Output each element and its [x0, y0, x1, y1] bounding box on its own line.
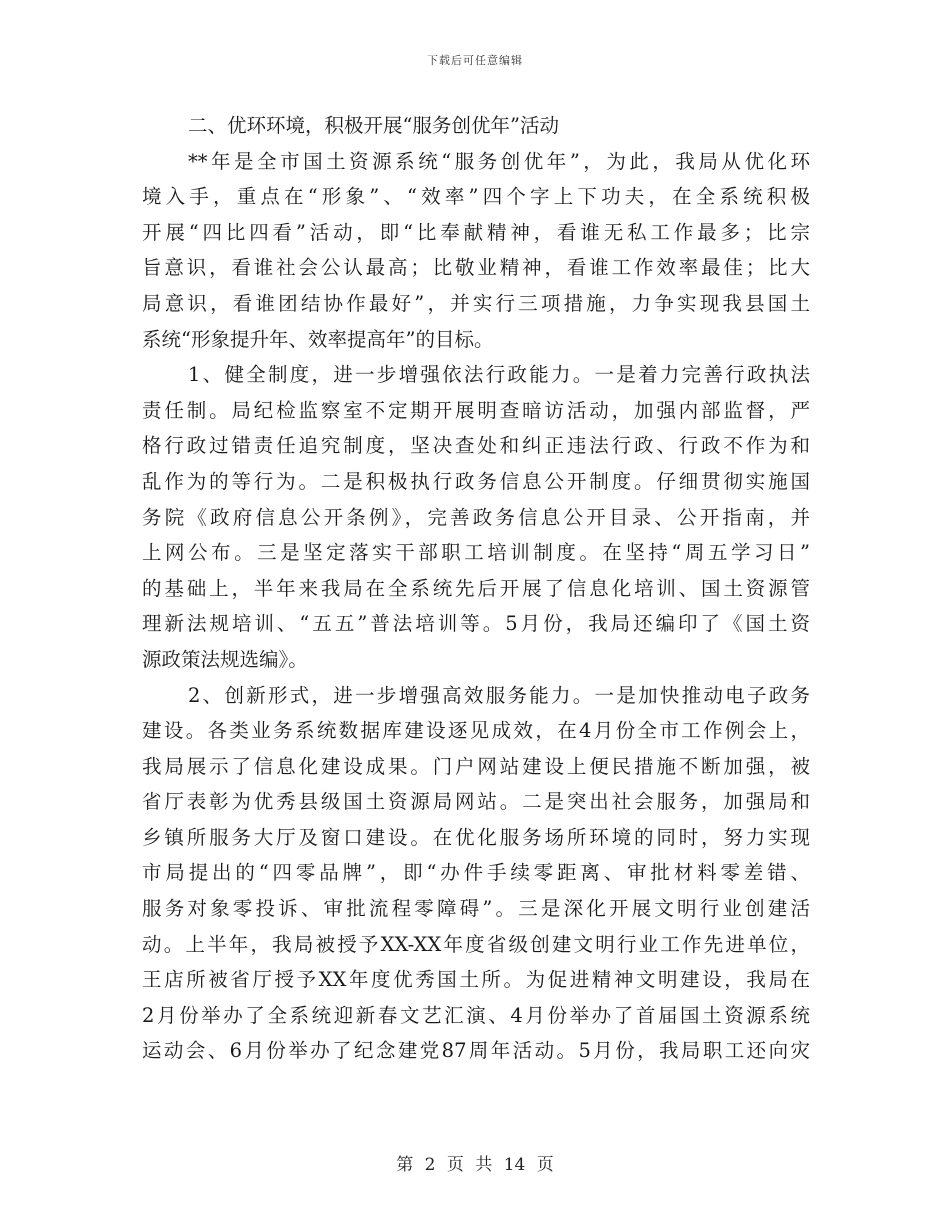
page-header-note: 下载后可任意编辑	[427, 54, 523, 67]
text-line: 局意识，看谁团结协作最好”，并实行三项措施，力争实现我县国土	[142, 291, 810, 315]
text-line: 理新法规培训、“五五”普法培训等。5月份，我局还编印了《国土资	[142, 612, 810, 636]
text-line: 1、健全制度，进一步增强依法行政能力。一是着力完善行政执法	[188, 363, 810, 387]
text-line: 系统“形象提升年、效率提高年”的目标。	[142, 327, 494, 351]
text-line: 的基础上，半年来我局在全系统先后开展了信息化培训、国土资源管	[142, 576, 810, 600]
text-line: 动。上半年，我局被授予XX-XX年度省级创建文明行业工作先进单位，	[142, 932, 810, 956]
section-heading: 二、优环环境，积极开展“服务创优年”活动	[188, 114, 559, 137]
text-line: 市局提出的“四零品牌”，即“办件手续零距离、审批材料零差错、	[142, 861, 810, 885]
text-line: 开展“四比四看”活动，即“比奉献精神，看谁无私工作最多；比宗	[142, 220, 810, 244]
text-line: 上网公布。三是坚定落实干部职工培训制度。在坚持“周五学习日”	[142, 541, 810, 565]
text-line: 建设。各类业务系统数据库建设逐见成效，在4月份全市工作例会上，	[142, 719, 810, 743]
text-line: 省厅表彰为优秀县级国土资源局网站。二是突出社会服务，加强局和	[142, 790, 810, 814]
document-body	[142, 108, 810, 1069]
text-line: 我局展示了信息化建设成果。门户网站建设上便民措施不断加强，被	[142, 754, 810, 778]
text-line: 源政策法规选编》。	[142, 647, 308, 671]
text-line: 格行政过错责任追究制度，坚决查处和纠正违法行政、行政不作为和	[142, 434, 810, 458]
text-line: 王店所被省厅授予XX年度优秀国土所。为促进精神文明建设，我局在	[142, 968, 810, 992]
text-line: 2月份举办了全系统迎新春文艺汇演、4月份举办了首届国土资源系统	[142, 1003, 810, 1027]
text-line: 务院《政府信息公开条例》，完善政务信息公开目录、公开指南，并	[142, 505, 810, 529]
text-line: **年是全市国土资源系统“服务创优年”，为此，我局从优化环	[188, 149, 810, 173]
text-line: 乡镇所服务大厅及窗口建设。在优化服务场所环境的同时，努力实现	[142, 825, 810, 849]
text-line: 旨意识，看谁社会公认最高；比敬业精神，看谁工作效率最佳；比大	[142, 256, 810, 280]
text-line: 2、创新形式，进一步增强高效服务能力。一是加快推动电子政务	[188, 683, 810, 707]
text-line: 境入手，重点在“形象”、“效率”四个字上下功夫，在全系统积极	[142, 185, 810, 209]
text-line: 运动会、6月份举办了纪念建党87周年活动。5月份，我局职工还向灾	[142, 1039, 810, 1063]
text-line: 乱作为的等行为。二是积极执行政务信息公开制度。仔细贯彻实施国	[142, 469, 810, 493]
text-line: 服务对象零投诉、审批流程零障碍”。三是深化开展文明行业创建活	[142, 897, 810, 921]
text-line: 责任制。局纪检监察室不定期开展明查暗访活动，加强内部监督，严	[142, 398, 810, 422]
page-number-footer: 第 2 页 共 14 页	[396, 1155, 554, 1175]
